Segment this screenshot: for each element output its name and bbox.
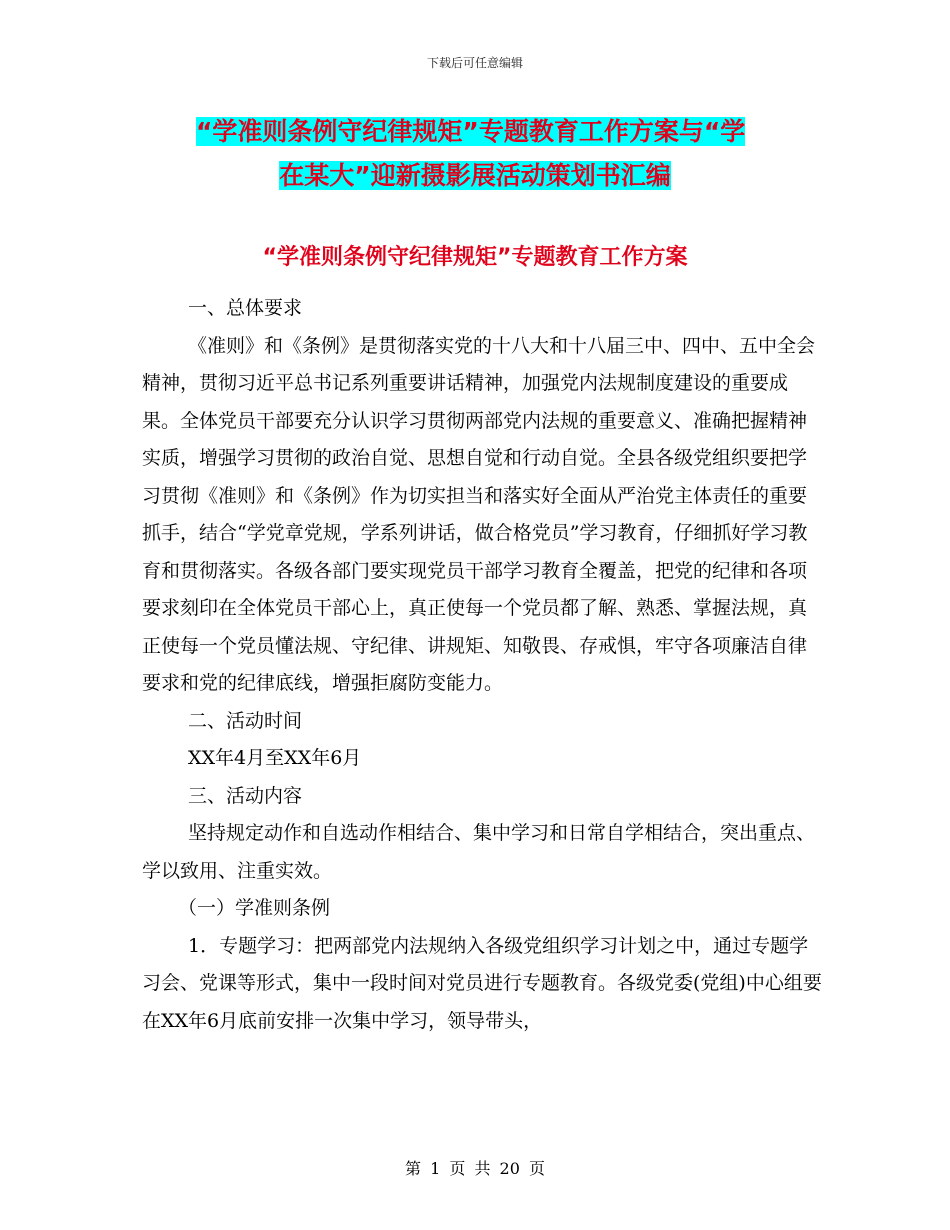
heading-general-requirements: 一、总体要求 xyxy=(188,297,303,319)
heading-activity-time: 二、活动时间 xyxy=(188,709,303,732)
subheading-study-rules: （一）学准则条例 xyxy=(178,897,331,919)
header-note: 下载后可任意编辑 xyxy=(426,56,523,70)
document-title-line-1 xyxy=(140,108,810,156)
heading-activity-content: 三、活动内容 xyxy=(188,784,303,807)
document-title-line-2 xyxy=(140,152,810,200)
paragraph-activity-time: XX年4月至XX年6月 xyxy=(188,747,362,769)
document-body xyxy=(142,290,822,1040)
paragraph-requirements: 《准则》和《条例》是贯彻落实党的十八大和十八届三中、四中、五中全会精神，贯彻习近平总书记系列重要讲话精神，加强党内法规制度建设的重要成果。全体党员干部要充分认识学习贯彻两部党内法规的重要意义、准确把握精神实质，增强学习贯彻的政治自觉、思想自觉和行动自觉。全县各级党组织要把学习贯彻《准则》和《条例》作为切实担当和落实好全面从严治党主体责任的重要抓手，结合“学党章党规，学系列讲话，做合格党员”学习教育，仔细抓好学习教育和贯彻落实。各级各部门要实现党员干部学习教育全覆盖，把党的纪律和各项要求刻印在全体党员干部心上，真正使每一个党员都了解、熟悉、掌握法规，真正使每一个党员懂法规、守纪律、讲规矩、知敬畏、存戒惧，牢守各项廉洁自律要求和党的纪律底线，增强拒腐防变能力。 xyxy=(142,334,816,694)
page-number: 第 1 页 共 20 页 xyxy=(405,1159,545,1178)
title-highlight-2: 在某大”迎新摄影展活动策划书汇编 xyxy=(279,161,671,190)
paragraph-activity-content: 坚持规定动作和自选动作相结合、集中学习和日常自学相结合，突出重点、学以致用、注重实效。 xyxy=(142,822,816,882)
section-title: “学准则条例守纪律规矩”专题教育工作方案 xyxy=(262,245,688,270)
title-highlight-1: “学准则条例守纪律规矩”专题教育工作方案与“学 xyxy=(196,117,746,146)
paragraph-special-study: 1．专题学习：把两部党内法规纳入各级党组织学习计划之中，通过专题学习会、党课等形式，集中一段时间对党员进行专题教育。各级党委(党组)中心组要在XX年6月底前安排一次集中学习，领导带头， xyxy=(142,934,822,1032)
